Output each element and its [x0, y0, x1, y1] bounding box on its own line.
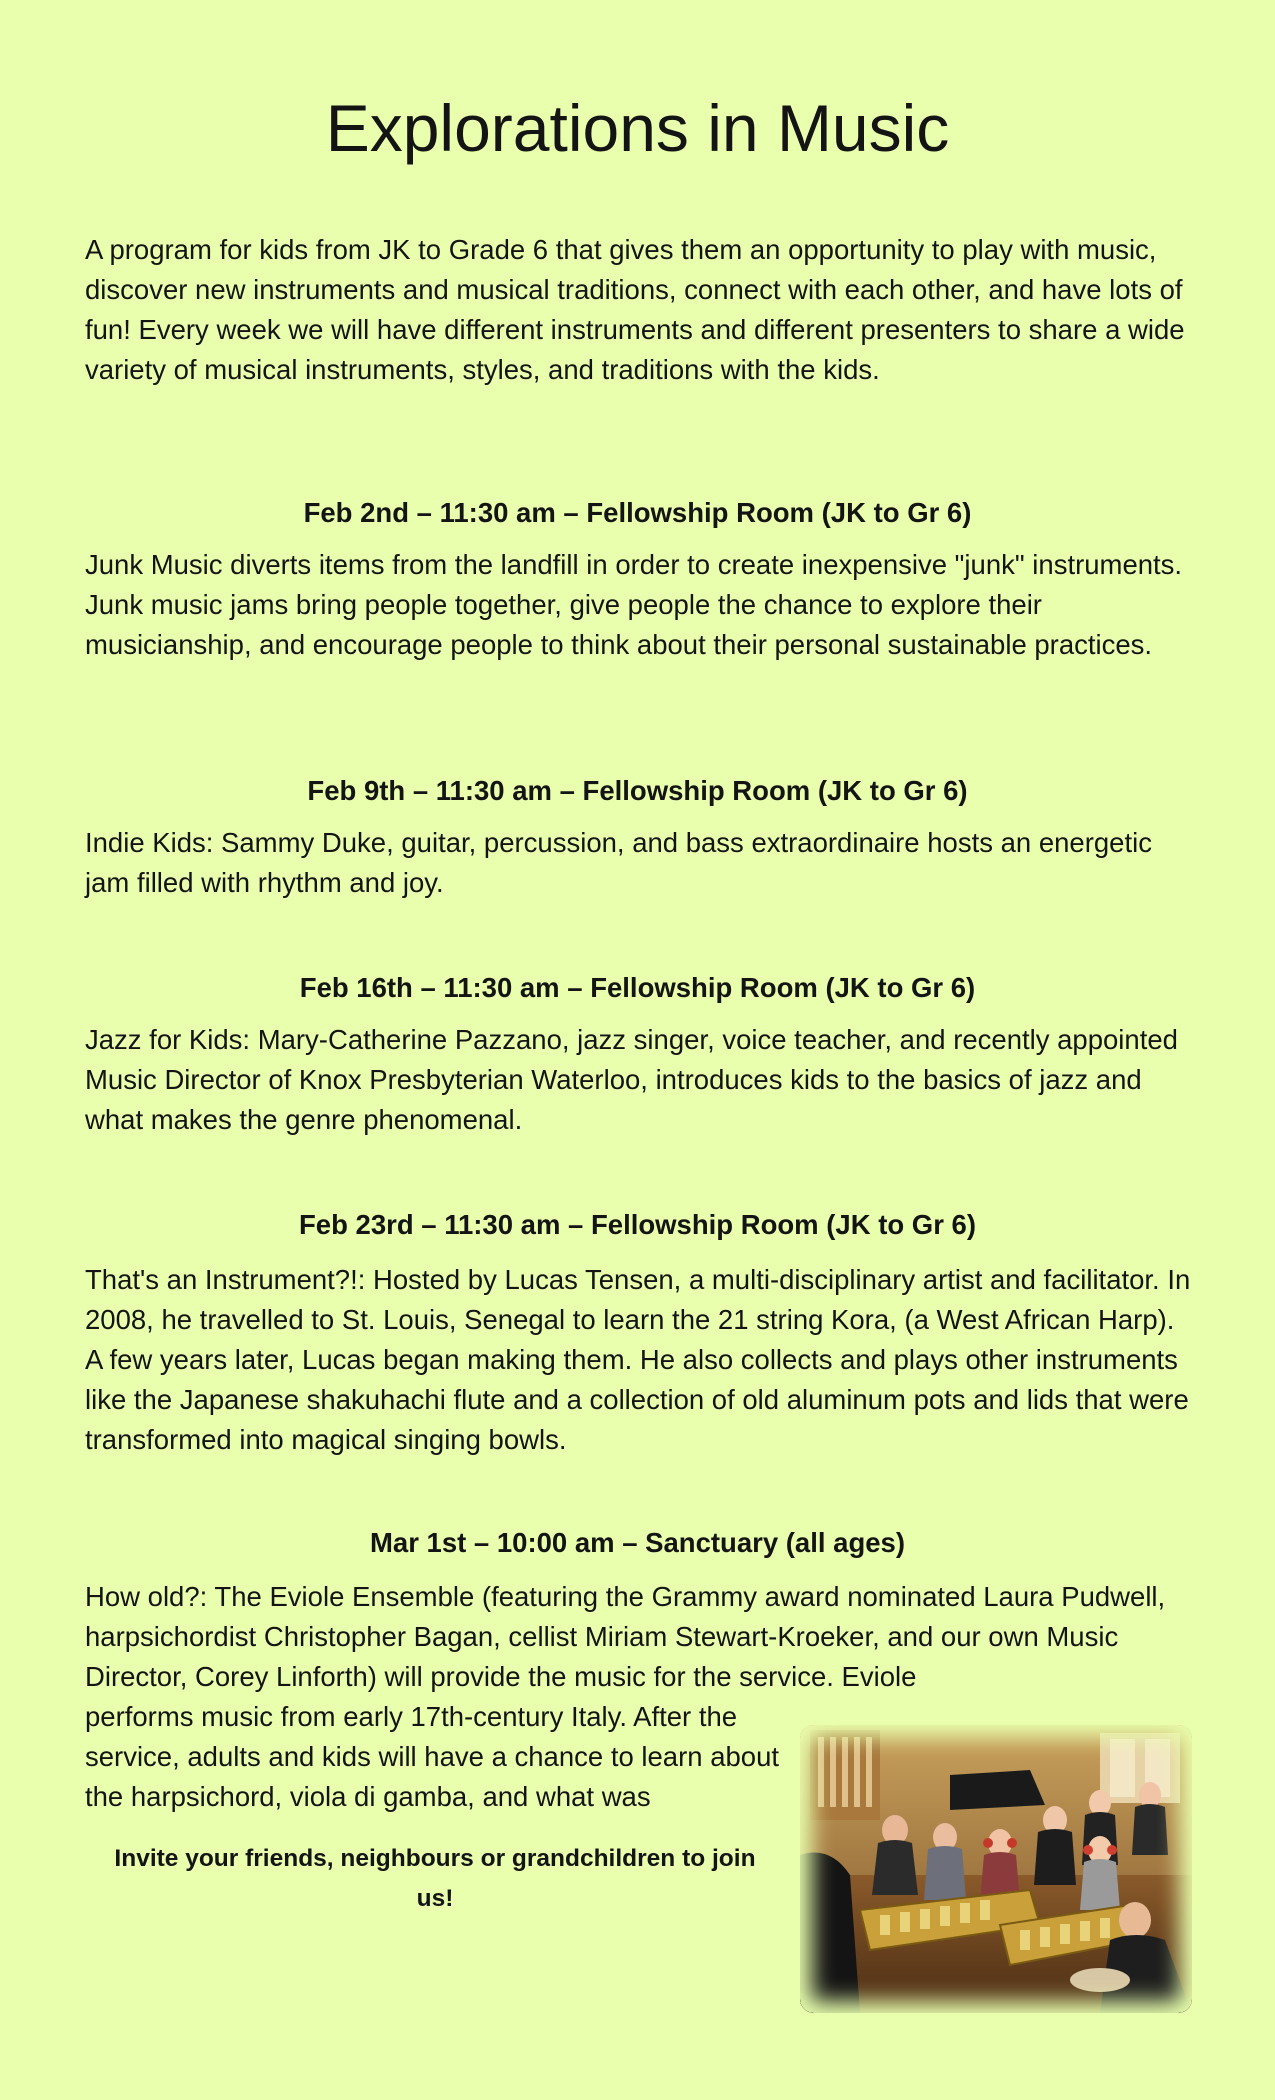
event-heading-4: Feb 23rd – 11:30 am – Fellowship Room (JK to Gr 6) — [299, 1209, 976, 1240]
event-description-5: How old?: The Eviole Ensemble (featuring the Grammy award nominated Laura Pudwell, harpsichordist Christopher Bagan, cellist Miriam Stewart-Kroeker, and our own Music Director, Corey Linforth) will provide the music for the service. Eviole — [85, 1581, 1166, 1692]
event-description-1: Junk Music diverts items from the landfill in order to create inexpensive "junk" instruments. Junk music jams bring people together, give people the chance to explore their musicianship, and encourage people to think about their personal sustainable practices. — [85, 549, 1183, 660]
gamelan-photo-illustration — [800, 1725, 1192, 2013]
event-heading-3: Feb 16th – 11:30 am – Fellowship Room (JK to Gr 6) — [299, 972, 976, 1003]
intro-paragraph: A program for kids from JK to Grade 6 that gives them an opportunity to play with music, discover new instruments and musical traditions, connect with each other, and have lots of fun! Every week we will have different instruments and different presenters to share a wide variety of musical instruments, styles, and traditions with the kids. — [85, 234, 1185, 385]
page-title: Explorations in Music — [325, 91, 950, 165]
event-description-2: Indie Kids: Sammy Duke, guitar, percussion, and bass extraordinaire hosts an energetic jam filled with rhythm and joy. — [85, 827, 1152, 898]
event-heading-2: Feb 9th – 11:30 am – Fellowship Room (JK to Gr 6) — [307, 775, 968, 806]
event-description-3: Jazz for Kids: Mary-Catherine Pazzano, jazz singer, voice teacher, and recently appointed Music Director of Knox Presbyterian Waterloo, introduces kids to the basics of jazz and what makes the genre phenomenal. — [85, 1024, 1178, 1135]
event-heading-5: Mar 1st – 10:00 am – Sanctuary (all ages) — [370, 1527, 905, 1558]
ensemble-photo — [800, 1725, 1192, 2013]
event-description-4: That's an Instrument?!: Hosted by Lucas Tensen, a multi-disciplinary artist and facilitator. In 2008, he travelled to St. Louis, Senegal to learn the 21 string Kora, (a West African Harp). A few years later, Lucas began making them. He also collects and plays other instruments like the Japanese shakuhachi flute and a collection of old aluminum pots and lids that were transformed into magical singing bowls. — [85, 1264, 1191, 1455]
event-heading-1: Feb 2nd – 11:30 am – Fellowship Room (JK to Gr 6) — [303, 497, 972, 528]
event-description-5-continued: performs music from early 17th-century Italy. After the service, adults and kids will have a chance to learn about the harpsichord, viola di gamba, and what was — [85, 1701, 780, 1812]
invite-text: Invite your friends, neighbours or grandchildren to join us! — [114, 1845, 756, 1912]
